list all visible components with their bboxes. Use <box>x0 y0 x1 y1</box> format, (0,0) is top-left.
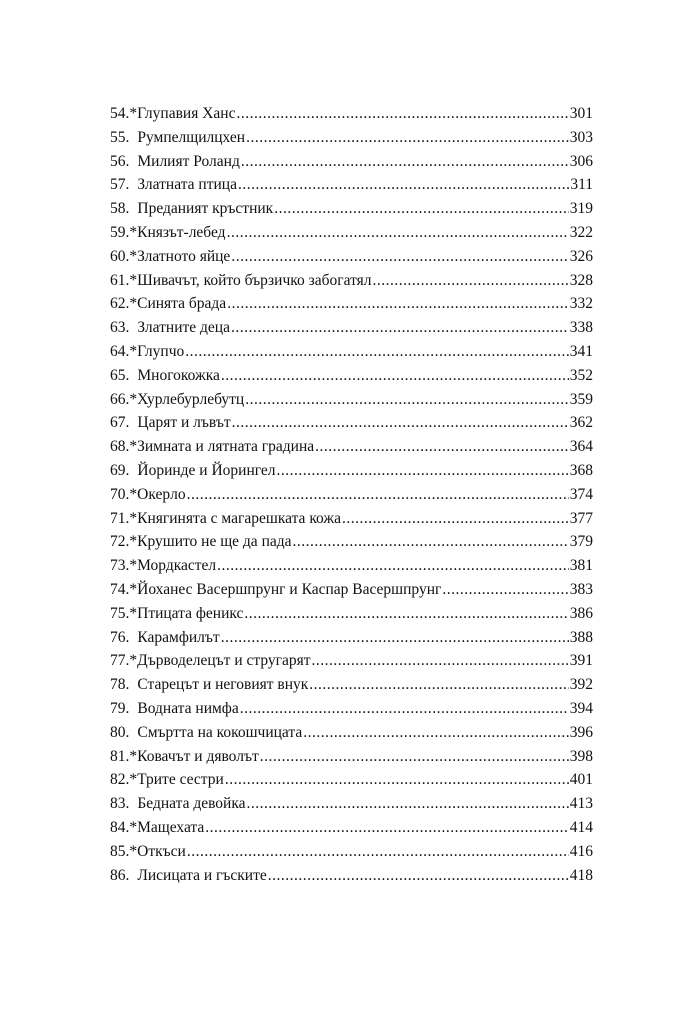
entry-number: 79. <box>110 699 130 717</box>
toc-entry <box>110 292 593 316</box>
entry-title: Княгинята с магарешката кожа <box>137 509 342 527</box>
toc-entry <box>110 340 593 364</box>
entry-page: 418 <box>569 866 593 884</box>
toc-entry <box>110 649 593 673</box>
dot-leader <box>187 840 569 864</box>
toc-entry <box>110 316 593 340</box>
dot-leader <box>373 269 569 293</box>
entry-title: Румпелщилцхен <box>137 128 246 146</box>
entry-number: 60.* <box>110 247 138 265</box>
entry-title: Лисицата и гъските <box>137 866 267 884</box>
entry-title: Ковачът и дяволът <box>137 747 259 765</box>
dot-leader <box>303 721 568 745</box>
dot-leader <box>309 673 568 697</box>
toc-entry <box>110 364 593 388</box>
entry-title: Водната нимфа <box>137 699 239 717</box>
dot-leader <box>241 150 569 174</box>
toc-entry <box>110 245 593 269</box>
entry-page: 303 <box>569 128 593 146</box>
entry-number: 73.* <box>110 557 138 575</box>
toc-entry <box>110 459 593 483</box>
entry-page: 359 <box>569 390 593 408</box>
dot-leader <box>221 364 569 388</box>
dot-leader <box>315 435 569 459</box>
toc-entry <box>110 483 593 507</box>
entry-number: 84.* <box>110 818 138 836</box>
entry-page: 301 <box>569 105 593 122</box>
entry-page: 377 <box>569 509 593 527</box>
table-of-contents <box>110 102 593 887</box>
entry-number: 54.* <box>110 105 138 122</box>
entry-title: Шивачът, който бързичко забогатял <box>137 271 372 289</box>
dot-leader <box>221 626 569 650</box>
entry-title: Птицата феникс <box>137 604 244 622</box>
dot-leader <box>205 816 568 840</box>
toc-entry <box>110 578 593 602</box>
toc-entry <box>110 816 593 840</box>
entry-page: 379 <box>569 533 593 551</box>
dot-leader <box>247 792 569 816</box>
dot-leader <box>274 197 569 221</box>
dot-leader <box>227 292 569 316</box>
dot-leader <box>268 864 569 888</box>
entry-title: Откъси <box>137 842 186 860</box>
toc-entry <box>110 530 593 554</box>
dot-leader <box>245 388 569 412</box>
toc-entry <box>110 197 593 221</box>
entry-title: Многокожка <box>137 366 220 384</box>
entry-page: 306 <box>569 152 593 170</box>
dot-leader <box>185 340 569 364</box>
entry-title: Старецът и неговият внук <box>137 676 309 694</box>
toc-entry <box>110 864 593 888</box>
entry-number: 83. <box>110 795 130 813</box>
entry-number: 82.* <box>110 771 138 789</box>
dot-leader <box>227 221 569 245</box>
entry-page: 311 <box>570 176 593 194</box>
dot-leader <box>277 459 569 483</box>
entry-page: 413 <box>569 795 593 813</box>
toc-entry <box>110 768 593 792</box>
entry-page: 319 <box>569 200 593 218</box>
entry-number: 77.* <box>110 652 138 670</box>
entry-number: 86. <box>110 866 130 884</box>
dot-leader <box>246 126 569 150</box>
entry-title: Преданият кръстник <box>137 200 274 218</box>
entry-page: 414 <box>569 818 593 836</box>
entry-number: 68.* <box>110 438 138 456</box>
entry-title: Зимната и лятната градина <box>137 438 315 456</box>
dot-leader <box>293 530 569 554</box>
entry-page: 364 <box>569 438 593 456</box>
entry-number: 67. <box>110 414 130 432</box>
entry-page: 368 <box>569 461 593 479</box>
dot-leader <box>244 602 568 626</box>
entry-page: 332 <box>569 295 593 313</box>
entry-number: 58. <box>110 200 130 218</box>
toc-entry <box>110 269 593 293</box>
entry-number: 75.* <box>110 604 138 622</box>
toc-entry <box>110 411 593 435</box>
entry-number: 78. <box>110 676 130 694</box>
toc-entry <box>110 435 593 459</box>
entry-title: Златната птица <box>137 176 237 194</box>
entry-title: Златното яйце <box>137 247 231 265</box>
entry-page: 352 <box>569 366 593 384</box>
toc-entry <box>110 221 593 245</box>
entry-number: 57. <box>110 176 130 194</box>
entry-page: 338 <box>569 319 593 337</box>
entry-title: Князът-лебед <box>137 223 226 241</box>
entry-number: 71.* <box>110 509 138 527</box>
toc-entry <box>110 626 593 650</box>
entry-number: 61.* <box>110 271 138 289</box>
toc-entry <box>110 602 593 626</box>
entry-title: Глупавия Ханс <box>137 105 236 122</box>
toc-entry <box>110 554 593 578</box>
entry-page: 362 <box>569 414 593 432</box>
entry-page: 398 <box>569 747 593 765</box>
entry-number: 70.* <box>110 485 138 503</box>
dot-leader <box>342 507 569 531</box>
entry-title: Йоханес Васершпрунг и Каспар Васершпрунг <box>137 580 442 598</box>
entry-title: Златните деца <box>137 319 230 337</box>
entry-number: 65. <box>110 366 130 384</box>
entry-title: Крушито не ще да пада <box>137 533 292 551</box>
toc-entry <box>110 697 593 721</box>
dot-leader <box>442 578 568 602</box>
entry-title: Хурлебурлебутц <box>137 390 245 408</box>
dot-leader <box>187 483 569 507</box>
entry-title: Карамфилът <box>137 628 220 646</box>
entry-number: 76. <box>110 628 130 646</box>
toc-entry <box>110 840 593 864</box>
entry-page: 322 <box>569 223 593 241</box>
entry-page: 341 <box>569 342 593 360</box>
entry-page: 401 <box>569 771 593 789</box>
entry-number: 80. <box>110 723 130 741</box>
toc-entry <box>110 126 593 150</box>
toc-entry <box>110 102 593 126</box>
entry-number: 72.* <box>110 533 138 551</box>
entry-page: 396 <box>569 723 593 741</box>
dot-leader <box>231 316 569 340</box>
entry-title: Трите сестри <box>137 771 224 789</box>
toc-entry <box>110 792 593 816</box>
entry-number: 63. <box>110 319 130 337</box>
entry-page: 381 <box>569 557 593 575</box>
entry-page: 386 <box>569 604 593 622</box>
entry-page: 374 <box>569 485 593 503</box>
entry-number: 85.* <box>110 842 138 860</box>
entry-title: Милият Роланд <box>137 152 240 170</box>
entry-page: 416 <box>569 842 593 860</box>
dot-leader <box>236 102 568 126</box>
entry-title: Мордкастел <box>137 557 217 575</box>
entry-title: Дърводелецът и стругарят <box>137 652 311 670</box>
entry-page: 326 <box>569 247 593 265</box>
entry-number: 62.* <box>110 295 138 313</box>
dot-leader <box>217 554 569 578</box>
entry-number: 81.* <box>110 747 138 765</box>
dot-leader <box>231 245 568 269</box>
entry-page: 394 <box>569 699 593 717</box>
entry-page: 383 <box>569 580 593 598</box>
dot-leader <box>232 411 569 435</box>
entry-title: Мащехата <box>137 818 205 836</box>
entry-page: 391 <box>569 652 593 670</box>
toc-entry <box>110 388 593 412</box>
dot-leader <box>260 745 569 769</box>
entry-title: Синята брада <box>137 295 227 313</box>
entry-number: 56. <box>110 152 130 170</box>
dot-leader <box>238 173 569 197</box>
entry-number: 69. <box>110 461 130 479</box>
entry-title: Царят и лъвът <box>137 414 231 432</box>
entry-title: Океpло <box>137 485 186 503</box>
entry-number: 59.* <box>110 223 138 241</box>
entry-title: Глупчо <box>137 342 185 360</box>
entry-number: 74.* <box>110 580 138 598</box>
toc-entry <box>110 673 593 697</box>
toc-entry <box>110 173 593 197</box>
entry-page: 328 <box>569 271 593 289</box>
entry-title: Смъртта на кокошчицата <box>137 723 303 741</box>
dot-leader <box>225 768 569 792</box>
entry-title: Бедната девойка <box>137 795 246 813</box>
dot-leader <box>240 697 569 721</box>
toc-entry <box>110 150 593 174</box>
toc-entry <box>110 507 593 531</box>
entry-page: 392 <box>569 676 593 694</box>
entry-number: 66.* <box>110 390 138 408</box>
entry-page: 388 <box>569 628 593 646</box>
entry-number: 64.* <box>110 342 138 360</box>
entry-number: 55. <box>110 128 130 146</box>
entry-title: Йоринде и Йорингел <box>137 461 276 479</box>
dot-leader <box>312 649 569 673</box>
toc-entry <box>110 721 593 745</box>
toc-entry <box>110 745 593 769</box>
